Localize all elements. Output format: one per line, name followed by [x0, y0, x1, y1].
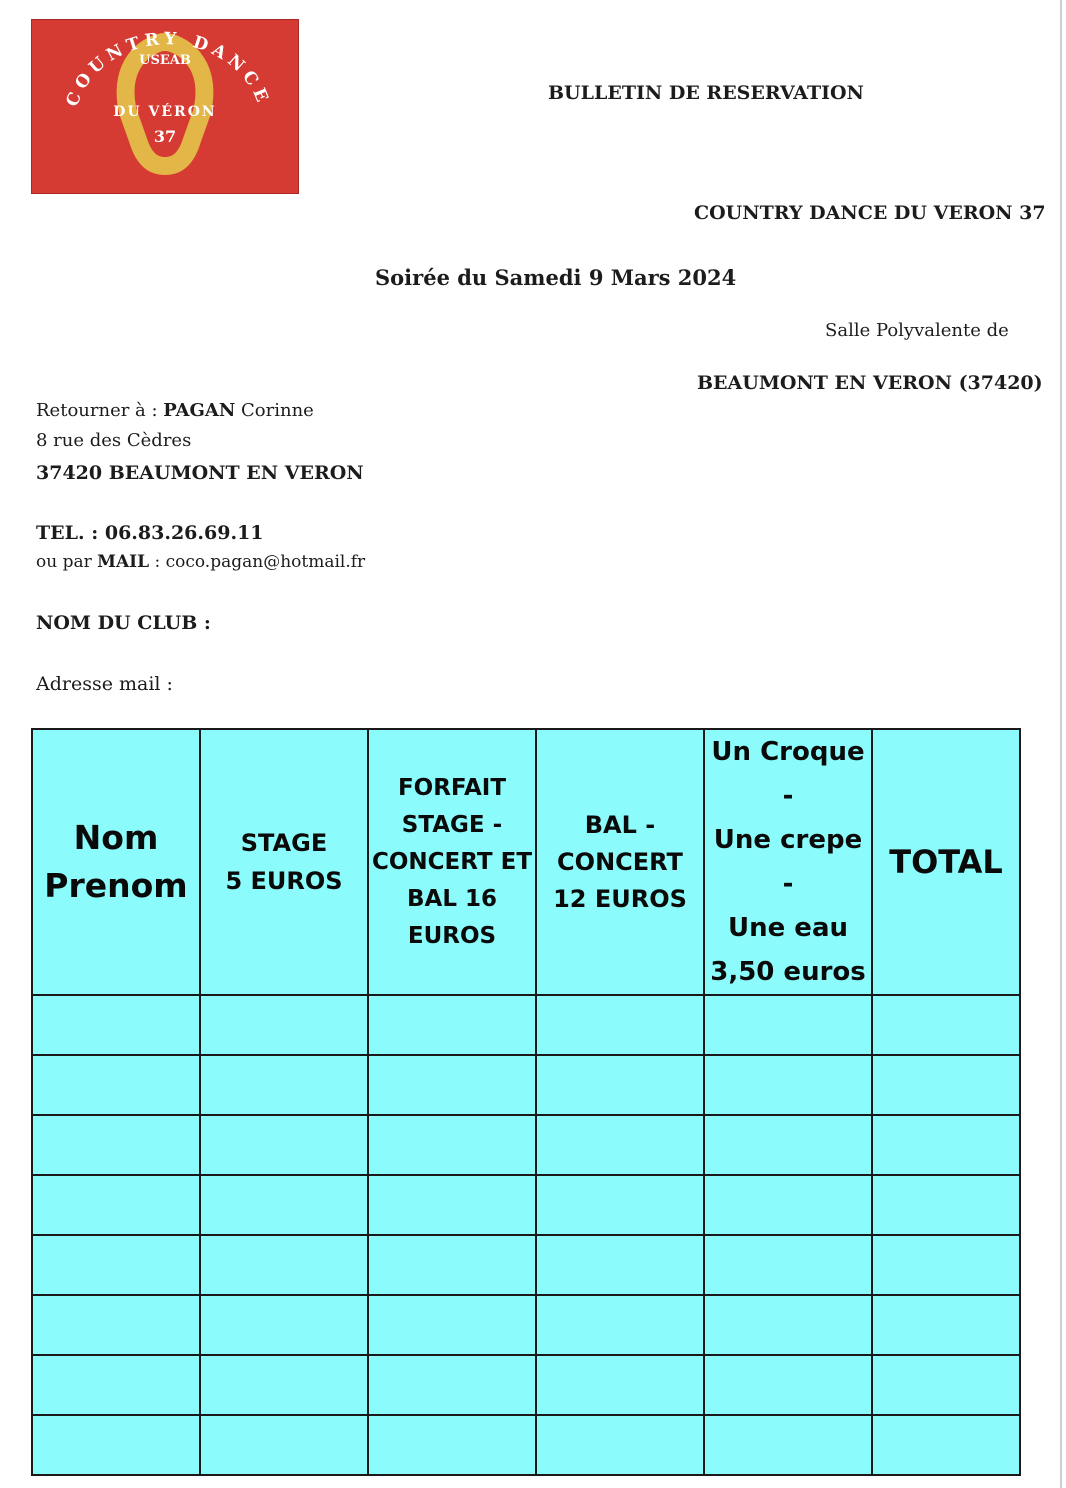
header-forfait: [368, 729, 536, 995]
logo-number-text: 37: [153, 127, 177, 146]
table-row: [32, 995, 1020, 1055]
header-bal-concert: [536, 729, 704, 995]
club-field-label: NOM DU CLUB :: [36, 612, 211, 634]
table-row: [32, 1235, 1020, 1295]
event-title: Soirée du Samedi 9 Mars 2024: [375, 265, 737, 290]
table-cell[interactable]: [200, 995, 368, 1055]
tel-label: TEL. :: [36, 522, 105, 544]
table-cell[interactable]: [368, 1415, 536, 1475]
table-cell[interactable]: [704, 1355, 872, 1415]
city-line: 37420 BEAUMONT EN VERON: [36, 462, 364, 484]
header-line: Une crepe -: [713, 825, 863, 899]
header-line: STAGE: [240, 829, 328, 857]
header-line: FORFAIT: [397, 774, 507, 801]
table-cell[interactable]: [200, 1175, 368, 1235]
table-cell[interactable]: [704, 1235, 872, 1295]
horseshoe-icon: [32, 20, 298, 193]
table-cell[interactable]: [368, 1175, 536, 1235]
table-cell[interactable]: [704, 1055, 872, 1115]
header-line: 12 EUROS: [553, 884, 687, 913]
table-cell[interactable]: [32, 1355, 200, 1415]
logo-arc-text: COUNTRY DANCE: [62, 28, 274, 110]
table-cell[interactable]: [872, 1355, 1020, 1415]
table-cell[interactable]: [536, 1235, 704, 1295]
logo-middle-text: DU VÉRON: [113, 104, 217, 120]
header-line: 3,50 euros: [710, 957, 866, 987]
table-header-row: [32, 729, 1020, 995]
reservation-table: [31, 728, 1021, 1476]
table-row: [32, 1355, 1020, 1415]
header-line: Nom: [73, 818, 159, 857]
table-cell[interactable]: [872, 995, 1020, 1055]
table-cell[interactable]: [872, 1055, 1020, 1115]
table-cell[interactable]: [368, 1295, 536, 1355]
table-cell[interactable]: [200, 1115, 368, 1175]
mail-field-label: Adresse mail :: [36, 673, 173, 695]
table-cell[interactable]: [32, 1235, 200, 1295]
table-cell[interactable]: [200, 1355, 368, 1415]
table-cell[interactable]: [704, 1175, 872, 1235]
table-cell[interactable]: [872, 1115, 1020, 1175]
header-line: STAGE -: [401, 811, 503, 838]
venue-line2: BEAUMONT EN VERON (37420): [697, 372, 1043, 394]
table-cell[interactable]: [536, 1415, 704, 1475]
table-cell[interactable]: [872, 1235, 1020, 1295]
table-cell[interactable]: [536, 1295, 704, 1355]
table-cell[interactable]: [536, 1355, 704, 1415]
logo-top-text: USEAB: [139, 53, 191, 68]
table-cell[interactable]: [872, 1295, 1020, 1355]
return-prefix: Retourner à :: [36, 400, 164, 421]
table-cell[interactable]: [536, 1175, 704, 1235]
header-line: CONCERT ET: [371, 848, 533, 875]
return-name: PAGAN: [163, 400, 236, 421]
street-line: 8 rue des Cèdres: [36, 430, 192, 451]
header-restauration: [704, 729, 872, 995]
table-cell[interactable]: [704, 995, 872, 1055]
table-cell[interactable]: [200, 1415, 368, 1475]
table-cell[interactable]: [368, 1115, 536, 1175]
club-logo: [31, 19, 299, 194]
doc-title: BULLETIN DE RESERVATION: [548, 82, 864, 104]
table-cell[interactable]: [536, 995, 704, 1055]
table-cell[interactable]: [872, 1415, 1020, 1475]
header-line: 5 EUROS: [225, 867, 343, 895]
header-line: BAL -: [584, 810, 656, 839]
table-row: [32, 1115, 1020, 1175]
header-line: Une eau: [728, 913, 848, 943]
table-cell[interactable]: [32, 1175, 200, 1235]
table-cell[interactable]: [704, 1115, 872, 1175]
return-first: Corinne: [235, 400, 314, 421]
mail-prefix: ou par: [36, 552, 98, 572]
mail-line: [36, 552, 365, 572]
table-row: [32, 1175, 1020, 1235]
mail-value: : coco.pagan@hotmail.fr: [149, 552, 366, 572]
tel-value: 06.83.26.69.11: [104, 522, 264, 544]
header-stage: [200, 729, 368, 995]
svg-text:COUNTRY DANCE: [62, 29, 273, 110]
table-cell[interactable]: [200, 1235, 368, 1295]
venue-line1: Salle Polyvalente de: [825, 320, 1009, 341]
header-line: TOTAL: [889, 843, 1003, 881]
table-cell[interactable]: [536, 1115, 704, 1175]
tel-line: [36, 522, 264, 544]
header-line: Prenom: [44, 866, 188, 905]
table-cell[interactable]: [704, 1415, 872, 1475]
table-cell[interactable]: [368, 995, 536, 1055]
table-cell[interactable]: [32, 1295, 200, 1355]
mail-label: MAIL: [97, 552, 150, 572]
table-cell[interactable]: [536, 1055, 704, 1115]
table-cell[interactable]: [368, 1355, 536, 1415]
table-cell[interactable]: [368, 1235, 536, 1295]
header-total: [872, 729, 1020, 995]
header-line: BAL 16 EUROS: [406, 885, 497, 949]
table-cell[interactable]: [200, 1295, 368, 1355]
table-cell[interactable]: [368, 1055, 536, 1115]
table-cell[interactable]: [32, 995, 200, 1055]
table-row: [32, 1055, 1020, 1115]
header-nom-prenom: [32, 729, 200, 995]
table-cell[interactable]: [200, 1055, 368, 1115]
table-row: [32, 1415, 1020, 1475]
table-cell[interactable]: [32, 1115, 200, 1175]
header-line: CONCERT: [557, 847, 683, 876]
table-cell[interactable]: [32, 1055, 200, 1115]
table-row: [32, 1295, 1020, 1355]
table-cell[interactable]: [872, 1175, 1020, 1235]
club-name: COUNTRY DANCE DU VERON 37: [694, 202, 1046, 224]
table-cell[interactable]: [32, 1415, 200, 1475]
table-cell[interactable]: [704, 1295, 872, 1355]
header-line: Un Croque -: [711, 737, 865, 811]
page-edge: [1060, 0, 1062, 1488]
return-line: [36, 400, 314, 421]
